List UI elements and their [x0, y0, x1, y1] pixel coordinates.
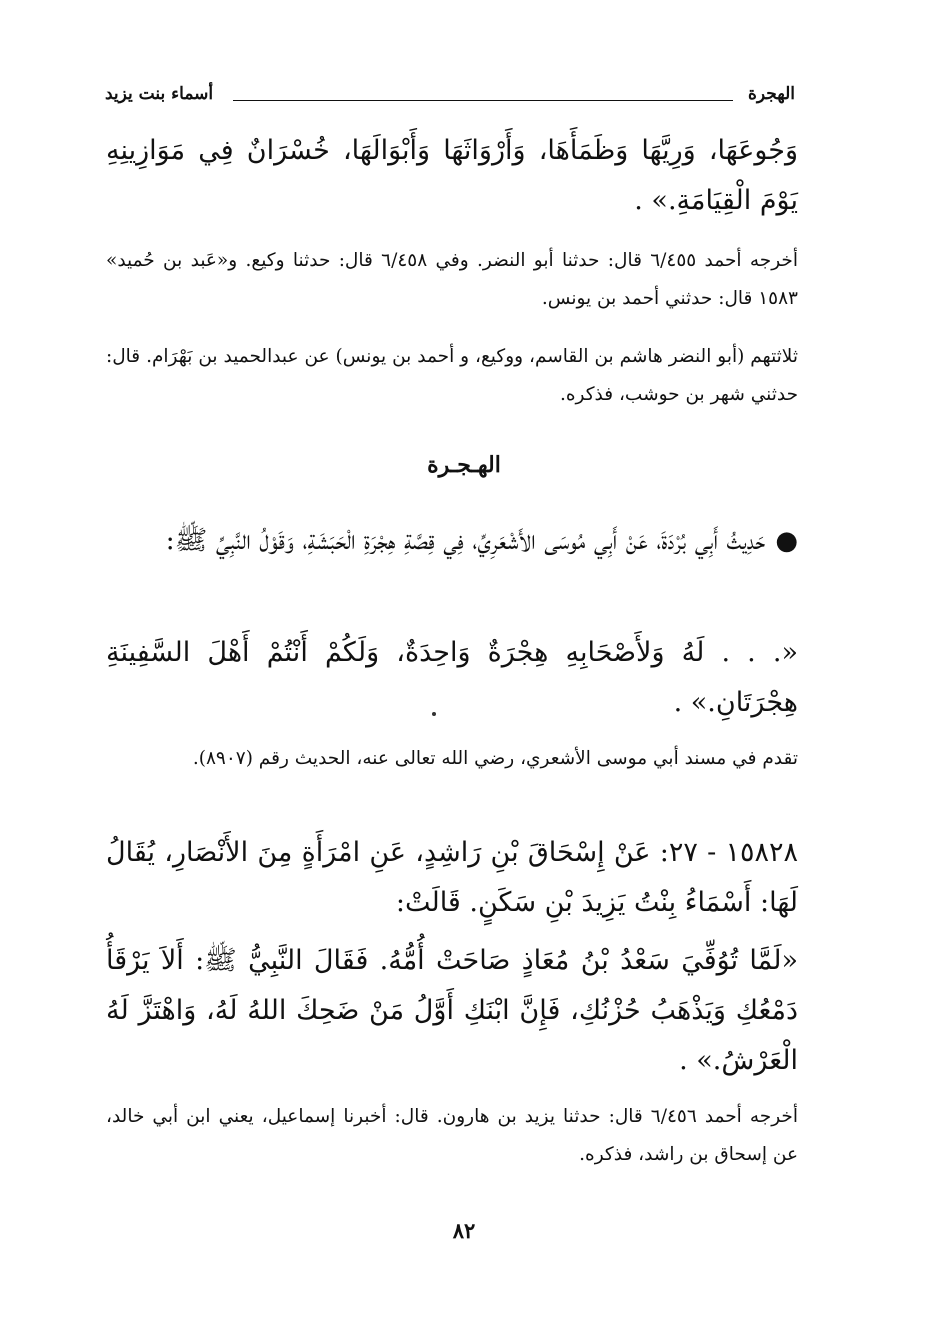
takhrij-text-3: أخرجه أحمد ٦/٤٥٦ قال: حدثنا يزيد بن هارون. قال: أخبرنا إسماعيل، يعني ابن أبي خالد، عن إسحاق بن راشد، فذكره.: [106, 1106, 798, 1165]
takhrij-text-2: ثلاثتهم (أبو النضر هاشم بن القاسم، ووكيع، و أحمد بن يونس) عن عبدالحميد بن بَهْرَام. قال: حدثني شهر بن حوشب، فذكره.: [106, 346, 798, 405]
section-heading: الهـجـرة: [427, 452, 501, 478]
cross-reference-text: تقدم في مسند أبي موسى الأشعري، رضي الله تعالى عنه، الحديث رقم (٨٩٠٧).: [192, 748, 798, 769]
hadith-15828-quote-block: [106, 936, 798, 1086]
bullet-marker: ●: [775, 526, 798, 556]
header-chapter-title: الهجرة: [748, 84, 795, 104]
cross-reference-note: [106, 740, 798, 778]
takhrij-block-3: [106, 1098, 798, 1174]
header-subject: أسماء بنت يزيد: [105, 84, 214, 104]
hadith-quote-block: [106, 628, 798, 728]
header-rule: [233, 100, 733, 101]
hadith-15828-quote-text: «لَمَّا تُوُفِّيَ سَعْدُ بْنُ مُعَاذٍ صَاحَتْ أُمُّهُ. فَقَالَ النَّبِيُّ ﷺ: أَلاَ يَرْقَأُ دَمْعُكِ وَيَذْهَبُ حُزْنُكِ، فَإِنَّ ابْنَكِ أَوَّلُ مَنْ ضَحِكَ اللهُ لَهُ، وَاهْتَزَّ لَهُ الْعَرْشُ.» .: [106, 945, 798, 1076]
hadith-15828-text: ١٥٨٢٨ - ٢٧: عَنْ إِسْحَاقَ بْنِ رَاشِدٍ، عَنِ امْرَأَةٍ مِنَ الأَنْصَارِ، يُقَالُ لَهَا: أَسْمَاءُ بِنْتُ يَزِيدَ بْنِ سَكَنٍ. قَالَتْ:: [106, 837, 798, 918]
ink-speck: [432, 712, 436, 716]
hadith-ending-text: وَجُوعَهَا، وَرِيَّهَا وَظَمَأَهَا، وَأَرْوَاثَهَا وَأَبْوَالَهَا، خُسْرَانٌ فِي مَوَازِينِهِ يَوْمَ الْقِيَامَةِ.» .: [106, 135, 798, 216]
hadith-15828-block: [106, 828, 798, 928]
takhrij-block-2: [106, 338, 798, 414]
takhrij-text-1: أخرجه أحمد ٦/٤٥٥ قال: حدثنا أبو النضر. وفي ٦/٤٥٨ قال: حدثنا وكيع. و«عَبد بن حُميد» ١٥٨٣ قال: حدثني أحمد بن يونس.: [106, 250, 798, 309]
hadith-quote-text: «. . . لَهُ وَلأَصْحَابِهِ هِجْرَةٌ وَاحِدَةٌ، وَلَكُمْ أَنْتُمْ أَهْلَ السَّفِينَةِ هِجْرَتَانِ.» .: [106, 637, 798, 718]
page-number: ٨٢: [452, 1218, 476, 1243]
hadith-intro-block: [106, 516, 798, 566]
running-header: [105, 84, 795, 114]
takhrij-block-1: [106, 242, 798, 318]
hadith-ending: [106, 126, 798, 226]
hadith-intro-text: حَدِيثُ أَبِي بُرْدَةَ، عَنْ أَبِي مُوسَى الأَشْعَرِيِّ، فِي قِصَّةِ هِجْرَةِ الْحَبَشَةِ، وَقَوْلُ النَّبِيِّ ﷺ:: [165, 525, 766, 556]
